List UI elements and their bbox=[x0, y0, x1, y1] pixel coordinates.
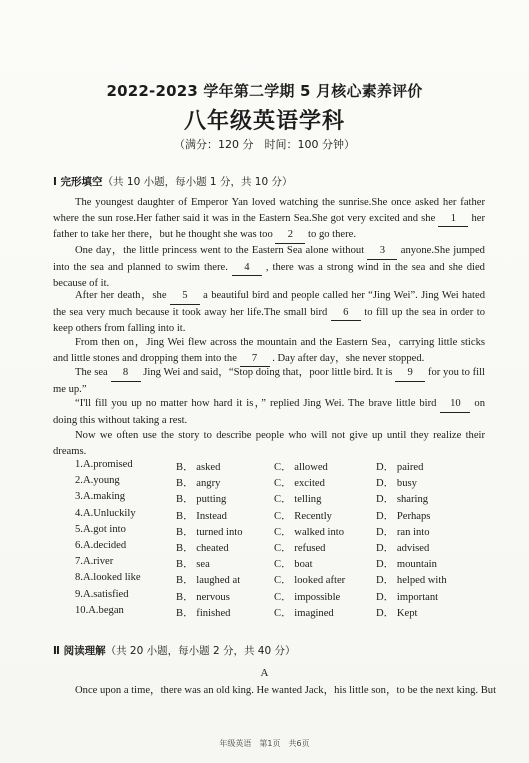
blank-number: 9 bbox=[395, 365, 425, 382]
option-row bbox=[75, 572, 485, 588]
paragraph-text: anyone.She jumped into the sea and planned to swim there. bbox=[53, 245, 485, 273]
option-d: D． paired bbox=[376, 462, 424, 473]
cloze-paragraph bbox=[53, 365, 485, 397]
passage-a-first-line: Once upon a time，there was an old king. He wanted Jack，his little son，to be the next king. But bbox=[75, 685, 497, 696]
option-row bbox=[75, 459, 485, 475]
cloze-paragraph bbox=[53, 335, 485, 367]
section2-heading bbox=[53, 643, 296, 658]
option-d: D． Perhaps bbox=[376, 510, 431, 522]
paragraph-text: Jing Wei and said，“Stop doing that，poor little bird. It is bbox=[140, 367, 396, 378]
option-c: C． Recently bbox=[274, 510, 332, 522]
blank-number: 4 bbox=[232, 260, 262, 277]
option-a: 2.A.young bbox=[75, 475, 120, 487]
page-footer: 年级英语 第1页 共6页 bbox=[219, 739, 310, 748]
paragraph-text: , there was a strong wind in the sea and she died because of it. bbox=[53, 261, 485, 290]
blank-number: 2 bbox=[275, 227, 305, 244]
option-c: C． allowed bbox=[274, 462, 328, 473]
blank-number: 10 bbox=[440, 396, 470, 413]
passage-label: A bbox=[260, 667, 269, 679]
option-b: B． cheated bbox=[176, 542, 229, 554]
option-c: C． refused bbox=[274, 542, 326, 554]
paragraph-text: The youngest daughter of Emperor Yan loved watching the sunrise.She once asked her father where the sun rose.Her father said it was in the Eastern Sea.She got very excited and she bbox=[53, 197, 485, 224]
cloze-paragraph bbox=[53, 396, 485, 428]
option-row bbox=[75, 605, 485, 621]
paragraph-text: Now we often use the story to describe people who will not give up until they realize their dreams. bbox=[53, 430, 485, 457]
option-c: C． impossible bbox=[274, 591, 341, 603]
option-a: 6.A.decided bbox=[75, 539, 127, 551]
paragraph-text: on doing this without taking a rest. bbox=[53, 398, 485, 426]
option-c: C． walked into bbox=[274, 526, 345, 538]
option-row bbox=[75, 508, 485, 524]
blank-number: 1 bbox=[438, 211, 468, 228]
paragraph-text: One day，the little princess went to the Eastern Sea alone without bbox=[75, 245, 368, 256]
blank-number: 7 bbox=[240, 351, 270, 368]
option-c: C． telling bbox=[274, 494, 322, 506]
option-b: B． turned into bbox=[176, 526, 243, 538]
cloze-options bbox=[75, 459, 485, 621]
option-row bbox=[75, 491, 485, 507]
option-row bbox=[75, 540, 485, 556]
paragraph-text: for you to fill me up.” bbox=[53, 367, 486, 395]
option-b: B． sea bbox=[176, 559, 210, 571]
option-c: C． excited bbox=[274, 478, 325, 490]
paragraph-text: . Day after day，she never stopped. bbox=[269, 352, 425, 364]
option-a: 1.A.promised bbox=[75, 459, 133, 470]
subject-title: 八年级英语学科 bbox=[183, 109, 345, 134]
paragraph-text: to fill up the sea in order to keep others from falling into it. bbox=[53, 306, 485, 335]
option-d: D． mountain bbox=[376, 559, 437, 571]
section2-note: （共 20 小题，每小题 2 分，共 40 分） bbox=[105, 645, 296, 657]
blank-number: 5 bbox=[170, 288, 200, 305]
option-row bbox=[75, 589, 485, 605]
exam-title: 2022-2023 学年第二学期 5 月核心素养评价 bbox=[106, 82, 423, 100]
option-a: 9.A.satisfied bbox=[75, 588, 129, 600]
option-row bbox=[75, 556, 485, 572]
option-b: B． asked bbox=[176, 462, 221, 473]
cloze-paragraph bbox=[53, 195, 485, 244]
option-d: D． advised bbox=[376, 542, 430, 554]
exam-info: （满分：120 分 时间：100 分钟） bbox=[174, 138, 355, 151]
option-d: D． busy bbox=[376, 478, 417, 490]
option-d: D． helped with bbox=[376, 575, 447, 587]
option-a: 5.A.got into bbox=[75, 523, 126, 535]
blank-number: 6 bbox=[331, 305, 361, 322]
option-a: 10.A.began bbox=[75, 604, 124, 616]
option-row bbox=[75, 524, 485, 540]
option-a: 8.A.looked like bbox=[75, 572, 141, 584]
paragraph-text: her father to take her there，but he thought she was too bbox=[53, 212, 485, 241]
paragraph-text: From then on，Jing Wei flew across the mountain and the Eastern Sea，carrying little sticks and little stones and dropping them into the bbox=[53, 337, 485, 364]
option-b: B． angry bbox=[176, 478, 221, 490]
option-row bbox=[75, 475, 485, 491]
option-b: B． nervous bbox=[176, 591, 230, 603]
option-a: 3.A.making bbox=[75, 491, 126, 503]
blank-number: 8 bbox=[111, 365, 141, 382]
option-b: B． putting bbox=[176, 494, 227, 506]
option-b: B． Instead bbox=[176, 510, 227, 522]
paragraph-text: a beautiful bird and people called her “Jing Wei”. Jing Wei hated the sea very much because it took away her life.The small bird bbox=[53, 290, 485, 318]
option-c: C． boat bbox=[274, 559, 313, 571]
option-d: D． ran into bbox=[376, 526, 430, 538]
option-b: B． finished bbox=[176, 607, 231, 619]
cloze-paragraph bbox=[53, 428, 485, 459]
option-b: B． laughed at bbox=[176, 575, 241, 587]
section1-heading bbox=[53, 174, 293, 189]
option-d: D． sharing bbox=[376, 494, 429, 506]
option-c: C． imagined bbox=[274, 607, 334, 619]
section2-title: Ⅱ 阅读理解 bbox=[53, 645, 106, 657]
option-a: 7.A.river bbox=[75, 556, 114, 568]
option-c: C． looked after bbox=[274, 575, 346, 587]
option-a: 4.A.Unluckily bbox=[75, 507, 136, 519]
cloze-paragraph bbox=[53, 288, 485, 337]
section1-title: Ⅰ 完形填空 bbox=[53, 176, 103, 188]
paragraph-text: to go there. bbox=[305, 229, 357, 241]
cloze-paragraph bbox=[53, 243, 485, 292]
section1-note: （共 10 小题，每小题 1 分，共 10 分） bbox=[102, 176, 293, 188]
option-d: D． important bbox=[376, 591, 439, 603]
option-d: D． Kept bbox=[376, 607, 418, 619]
blank-number: 3 bbox=[367, 243, 397, 260]
paragraph-text: “I'll fill you up no matter how hard it is，” replied Jing Wei. The brave little bird bbox=[75, 398, 441, 409]
paragraph-text: The sea bbox=[75, 367, 111, 378]
paragraph-text: After her death，she bbox=[75, 290, 170, 301]
